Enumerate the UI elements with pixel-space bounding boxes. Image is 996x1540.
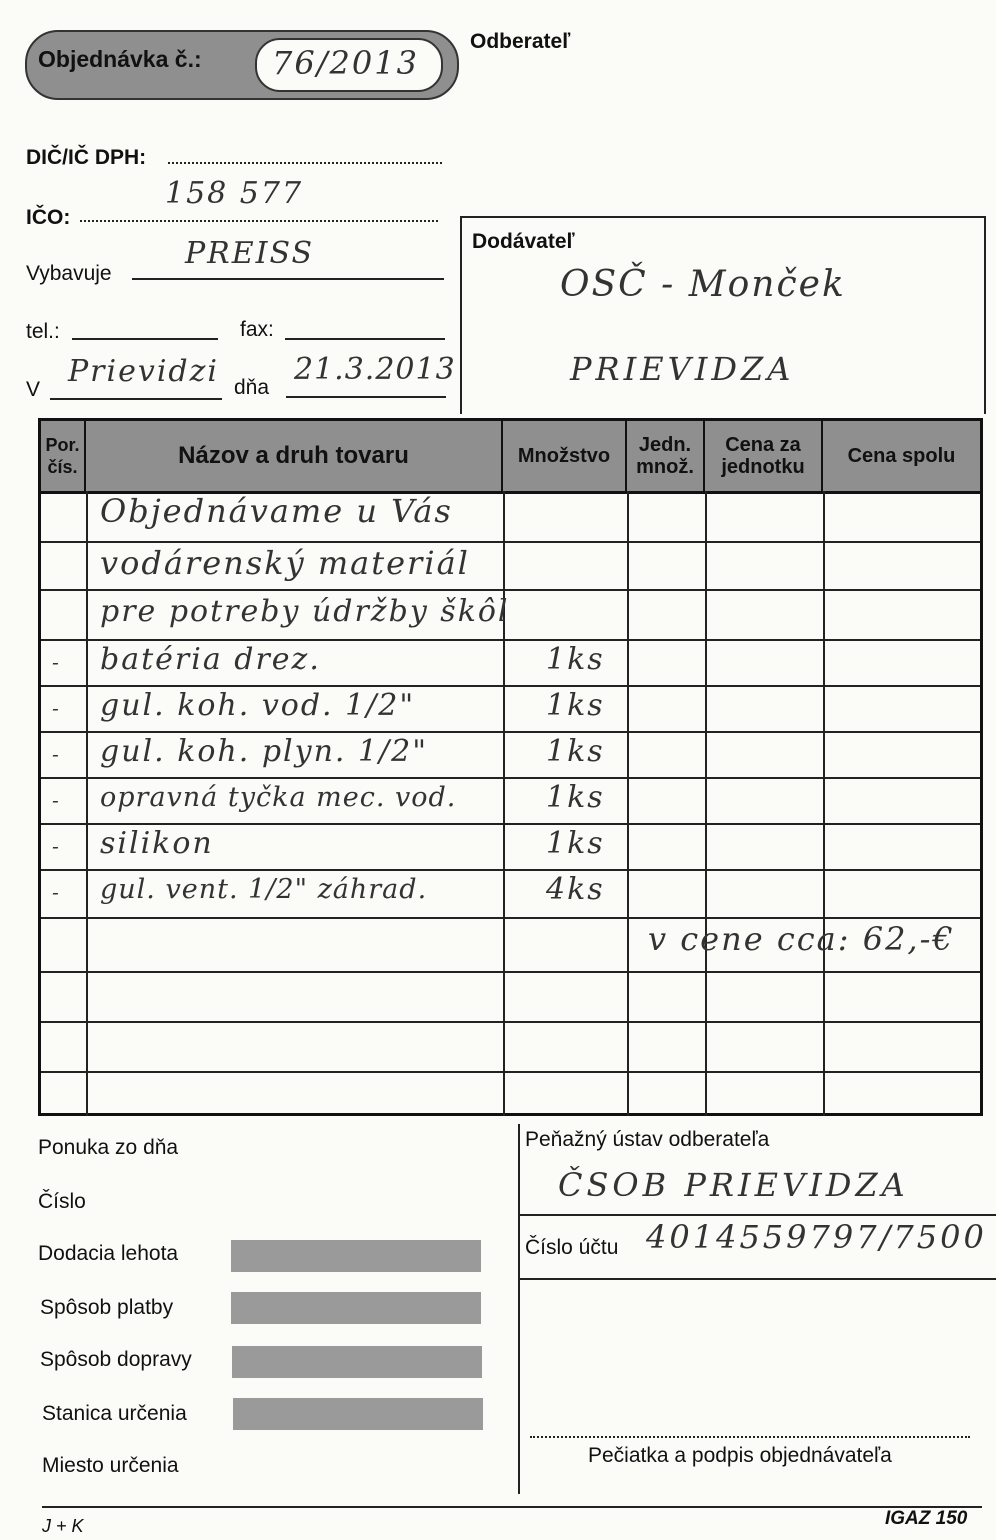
delivery-term-field[interactable] (231, 1240, 481, 1272)
row-number: - (52, 650, 61, 674)
price-note[interactable]: v cene cca: 62,-€ (648, 920, 955, 958)
header-row-number: Por. čís. (41, 421, 86, 491)
table-row[interactable] (38, 488, 983, 538)
tel-field[interactable] (72, 320, 218, 340)
table-row[interactable] (38, 868, 983, 916)
supplier-city[interactable]: PRIEVIDZA (570, 350, 795, 388)
item-quantity: 1ks (546, 826, 605, 861)
item-quantity: 1ks (546, 734, 605, 769)
item-quantity: 4ks (546, 872, 605, 907)
account-number-value[interactable]: 4014559797/7500 (646, 1218, 987, 1256)
header-unit: Jedn. množ. (627, 421, 705, 491)
footer-line (42, 1506, 982, 1508)
row-number: - (52, 834, 61, 858)
place-value: Prievidzi (68, 354, 220, 389)
item-name: silikon (100, 826, 214, 861)
delivery-term-label: Dodacia lehota (38, 1242, 179, 1265)
table-row[interactable] (38, 588, 983, 638)
table-header-row (41, 421, 980, 494)
destination-station-label: Stanica určenia (42, 1402, 187, 1425)
row-divider (41, 971, 980, 973)
customer-label: Odberateľ (470, 30, 571, 53)
row-divider (41, 917, 980, 919)
date-label: dňa (234, 376, 270, 399)
table-row[interactable] (38, 684, 983, 730)
bank-section-divider (518, 1124, 520, 1494)
order-number-label: Objednávka č.: (38, 46, 202, 72)
table-row[interactable] (38, 776, 983, 822)
item-name: gul. vent. 1/2" záhrad. (100, 874, 428, 905)
row-number: - (52, 696, 61, 720)
handled-by-label: Vybavuje (26, 262, 112, 285)
order-number-value[interactable]: 76/2013 (272, 44, 419, 82)
bank-value[interactable]: ČSOB PRIEVIDZA (558, 1166, 909, 1204)
row-divider (41, 1071, 980, 1073)
destination-station-field[interactable] (233, 1398, 483, 1430)
row-number: - (52, 788, 61, 812)
account-number-label: Číslo účtu (525, 1236, 619, 1259)
vat-field[interactable] (168, 144, 442, 164)
handled-by-value: PREISS (185, 236, 315, 271)
item-quantity: 1ks (546, 688, 605, 723)
table-row[interactable] (38, 730, 983, 776)
header-total-price: Cena spolu (823, 421, 980, 491)
fax-field[interactable] (285, 320, 445, 340)
transport-method-label: Spôsob dopravy (40, 1348, 192, 1371)
fax-label: fax: (240, 318, 274, 341)
bank-label: Peňažný ústav odberateľa (525, 1128, 770, 1151)
ico-value: 158 577 (165, 176, 304, 211)
vat-label: DIČ/IČ DPH: (26, 146, 147, 169)
row-divider (41, 1021, 980, 1023)
table-row[interactable] (38, 540, 983, 588)
destination-place-label: Miesto určenia (42, 1454, 179, 1477)
header-item-name: Názov a druh tovaru (86, 421, 503, 491)
transport-method-field[interactable] (232, 1346, 482, 1378)
form-code: IGAZ 150 (885, 1508, 968, 1529)
item-name: gul. koh. plyn. 1/2" (100, 734, 429, 769)
header-quantity: Množstvo (503, 421, 627, 491)
item-quantity: 1ks (546, 642, 605, 677)
supplier-label: Dodávateľ (472, 230, 575, 253)
bank-separator (518, 1214, 996, 1216)
item-name: pre potreby údržby škôl (100, 594, 510, 629)
item-name: Objednávame u Vás (100, 492, 453, 530)
offer-date-label: Ponuka zo dňa (38, 1136, 179, 1159)
table-row[interactable] (38, 822, 983, 868)
publisher-label: J + K (42, 1516, 84, 1536)
item-quantity: 1ks (546, 780, 605, 815)
table-row[interactable] (38, 638, 983, 684)
item-name: opravná tyčka mec. vod. (100, 782, 457, 813)
place-label: V (26, 378, 41, 401)
ico-label: IČO: (26, 206, 71, 229)
header-unit-price: Cena za jednotku (705, 421, 823, 491)
date-value: 21.3.2013 (294, 352, 456, 387)
row-number: - (52, 742, 61, 766)
offer-number-label: Číslo (38, 1190, 86, 1213)
tel-label: tel.: (26, 320, 60, 343)
row-number: - (52, 880, 61, 904)
stamp-signature-line[interactable] (530, 1436, 970, 1438)
item-name: batéria drez. (100, 642, 321, 677)
payment-method-field[interactable] (231, 1292, 481, 1324)
stamp-signature-label: Pečiatka a podpis objednávateľa (588, 1444, 892, 1467)
supplier-name[interactable]: OSČ - Monček (560, 264, 846, 305)
item-name: vodárenský materiál (100, 544, 470, 582)
item-name: gul. koh. vod. 1/2" (100, 688, 416, 723)
payment-method-label: Spôsob platby (40, 1296, 174, 1319)
account-separator (518, 1278, 996, 1280)
